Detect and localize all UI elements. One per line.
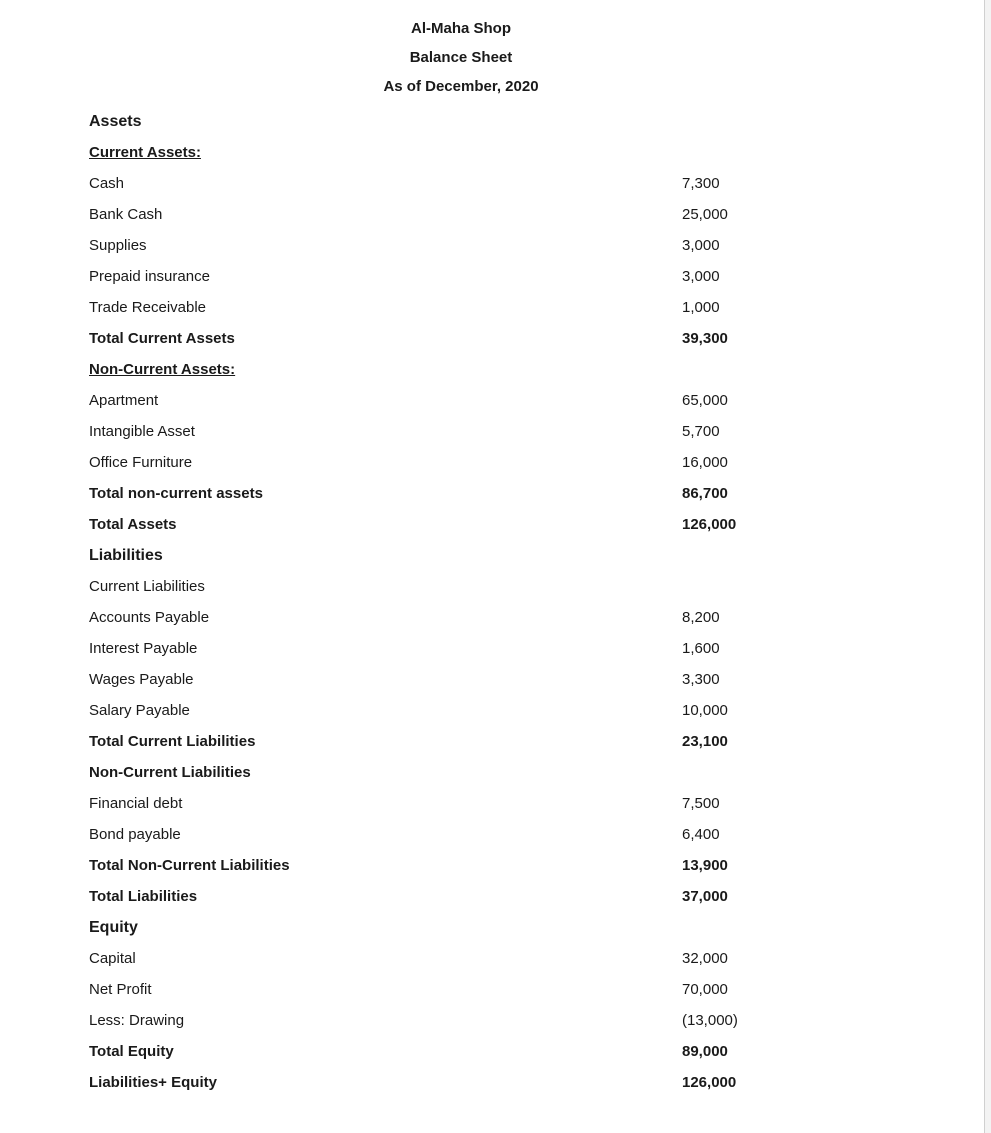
balance-sheet-row bbox=[89, 106, 789, 137]
balance-sheet-row bbox=[89, 850, 789, 881]
row-amount: 3,300 bbox=[682, 671, 720, 688]
row-amount: 86,700 bbox=[682, 485, 728, 502]
balance-sheet-row bbox=[89, 261, 789, 292]
row-label: Prepaid insurance bbox=[89, 268, 210, 285]
balance-sheet-row bbox=[89, 912, 789, 943]
balance-sheet-row bbox=[89, 137, 789, 168]
row-label: Assets bbox=[89, 113, 142, 130]
balance-sheet-row bbox=[89, 695, 789, 726]
row-amount: 126,000 bbox=[682, 516, 737, 533]
row-label: Interest Payable bbox=[89, 640, 198, 657]
row-label: Liabilities bbox=[89, 547, 163, 564]
row-label: Equity bbox=[89, 919, 138, 936]
balance-sheet-row bbox=[89, 199, 789, 230]
row-amount: 6,400 bbox=[682, 826, 720, 843]
row-amount: 3,000 bbox=[682, 268, 720, 285]
row-label: Liabilities+ Equity bbox=[89, 1074, 217, 1091]
balance-sheet-row bbox=[89, 447, 789, 478]
balance-sheet-row bbox=[89, 1067, 789, 1098]
row-label: Total Equity bbox=[89, 1043, 174, 1060]
row-label: Less: Drawing bbox=[89, 1012, 185, 1029]
row-amount: 37,000 bbox=[682, 888, 728, 905]
balance-sheet-row bbox=[89, 602, 789, 633]
row-label: Salary Payable bbox=[89, 702, 190, 719]
balance-sheet-row bbox=[89, 1005, 789, 1036]
row-amount: 65,000 bbox=[682, 392, 728, 409]
balance-sheet-row bbox=[89, 819, 789, 850]
balance-sheet-row bbox=[89, 509, 789, 540]
row-amount: 23,100 bbox=[682, 733, 728, 750]
balance-sheet-row bbox=[89, 323, 789, 354]
row-label: Total Current Assets bbox=[89, 330, 235, 347]
row-amount: 7,300 bbox=[682, 175, 720, 192]
balance-sheet-row bbox=[89, 168, 789, 199]
row-label: Accounts Payable bbox=[89, 609, 210, 626]
balance-sheet-row bbox=[89, 881, 789, 912]
row-label: Bond payable bbox=[89, 826, 181, 843]
row-amount: 1,600 bbox=[682, 640, 720, 657]
row-label: Bank Cash bbox=[89, 206, 163, 223]
balance-sheet-row bbox=[89, 1036, 789, 1067]
balance-sheet-row bbox=[89, 385, 789, 416]
row-label: Wages Payable bbox=[89, 671, 194, 688]
row-label: Non-Current Assets: bbox=[89, 361, 236, 378]
row-label: Total non-current assets bbox=[89, 485, 263, 502]
row-label: Total Current Liabilities bbox=[89, 733, 256, 750]
balance-sheet-row bbox=[89, 943, 789, 974]
row-label: Office Furniture bbox=[89, 454, 193, 471]
row-amount: 8,200 bbox=[682, 609, 720, 626]
row-label: Total Liabilities bbox=[89, 888, 198, 905]
balance-sheet-row bbox=[89, 633, 789, 664]
row-label: Current Assets: bbox=[89, 144, 201, 161]
statement-header bbox=[0, 14, 922, 101]
balance-sheet-row bbox=[89, 354, 789, 385]
row-amount: 16,000 bbox=[682, 454, 728, 471]
balance-sheet-row bbox=[89, 974, 789, 1005]
balance-sheet-row bbox=[89, 571, 789, 602]
row-amount: 126,000 bbox=[682, 1074, 737, 1091]
company-name: Al-Maha Shop bbox=[411, 20, 511, 37]
row-label: Supplies bbox=[89, 237, 147, 254]
balance-sheet-row bbox=[89, 788, 789, 819]
row-label: Intangible Asset bbox=[89, 423, 195, 440]
statement-title: Balance Sheet bbox=[409, 49, 513, 66]
statement-date: As of December, 2020 bbox=[383, 78, 539, 95]
balance-sheet-row bbox=[89, 726, 789, 757]
balance-sheet-row bbox=[89, 478, 789, 509]
row-label: Capital bbox=[89, 950, 136, 967]
row-label: Total Assets bbox=[89, 516, 177, 533]
row-amount: 25,000 bbox=[682, 206, 728, 223]
balance-sheet-row bbox=[89, 540, 789, 571]
balance-sheet-table bbox=[89, 106, 789, 1098]
row-amount: 70,000 bbox=[682, 981, 728, 998]
row-amount: 13,900 bbox=[682, 857, 728, 874]
balance-sheet-row bbox=[89, 416, 789, 447]
row-amount: 1,000 bbox=[682, 299, 720, 316]
row-label: Total Non-Current Liabilities bbox=[89, 857, 290, 874]
row-label: Net Profit bbox=[89, 981, 152, 998]
balance-sheet-row bbox=[89, 292, 789, 323]
row-label: Apartment bbox=[89, 392, 159, 409]
balance-sheet-row bbox=[89, 664, 789, 695]
page-edge bbox=[984, 0, 991, 1133]
row-label: Current Liabilities bbox=[89, 578, 205, 595]
row-amount: 10,000 bbox=[682, 702, 728, 719]
row-label: Cash bbox=[89, 175, 125, 192]
row-amount: 5,700 bbox=[682, 423, 720, 440]
row-label: Non-Current Liabilities bbox=[89, 764, 251, 781]
balance-sheet-row bbox=[89, 230, 789, 261]
row-label: Financial debt bbox=[89, 795, 183, 812]
row-amount: 3,000 bbox=[682, 237, 720, 254]
row-amount: 39,300 bbox=[682, 330, 728, 347]
row-amount: 7,500 bbox=[682, 795, 720, 812]
balance-sheet-row bbox=[89, 757, 789, 788]
row-amount: (13,000) bbox=[682, 1012, 738, 1029]
row-amount: 32,000 bbox=[682, 950, 728, 967]
row-label: Trade Receivable bbox=[89, 299, 207, 316]
row-amount: 89,000 bbox=[682, 1043, 728, 1060]
